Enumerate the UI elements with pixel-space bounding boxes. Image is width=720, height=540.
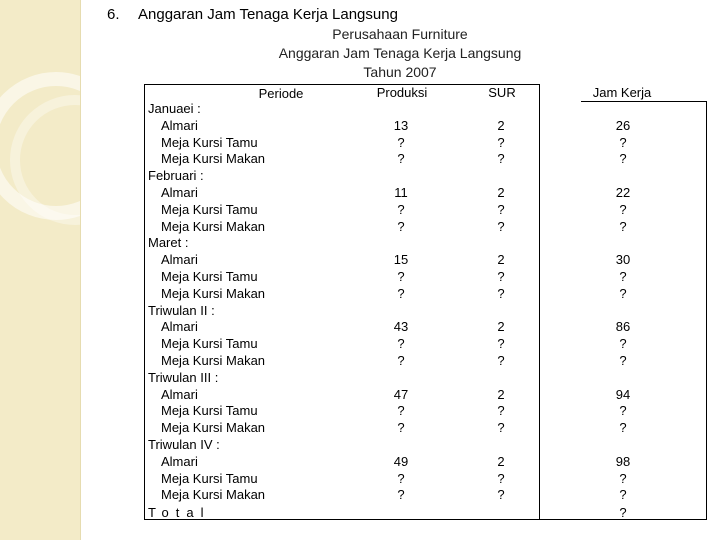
production-value: ? [397,151,405,167]
item-label: Meja Kursi Makan [161,487,266,503]
sur-value: ? [497,269,505,284]
production-value: ? [397,218,405,234]
hours-value: ? [619,134,627,150]
item-label: Meja Kursi Makan [161,218,266,234]
period-group-label: Triwulan III : [148,369,219,385]
production-value: ? [397,336,405,352]
production-value: 11 [394,185,408,200]
hours-value: ? [619,487,627,503]
sur-value: 2 [497,117,505,133]
production-value: 49 [393,453,409,469]
decorative-side-strip [0,0,81,540]
item-label: Almari [161,319,198,335]
hours-column-header: Jam Kerja [592,85,652,100]
period-group-label: Triwulan II : [148,302,215,318]
production-value: ? [397,269,405,284]
sur-value: ? [497,218,505,234]
hours-value: ? [619,470,627,486]
period-group-label: Januaei : [148,101,201,116]
question-title: Anggaran Jam Tenaga Kerja Langsung [138,6,398,23]
hours-value: 94 [615,386,631,402]
hours-value: ? [619,336,627,352]
item-label: Meja Kursi Tamu [161,201,258,217]
production-value: ? [397,201,405,217]
production-value: 43 [393,319,409,335]
hours-value: 30 [615,252,631,268]
production-value: ? [397,470,405,486]
item-label: Almari [161,386,198,402]
question-number: 6. [107,6,120,23]
hours-value: ? [619,201,627,217]
sur-value: ? [497,285,505,301]
hours-value: ? [619,269,627,284]
item-label: Meja Kursi Tamu [161,269,258,284]
hours-value: 98 [615,453,631,469]
sur-value: ? [497,336,505,352]
sur-column-header: SUR [488,85,516,100]
sur-value: 2 [497,453,505,469]
item-label: Almari [161,185,198,200]
item-label: Almari [161,453,198,469]
sur-value: 2 [497,386,505,402]
hours-value: ? [619,218,627,234]
item-label: Meja Kursi Makan [161,420,266,436]
sur-value: ? [497,470,505,486]
sur-value: ? [497,403,505,419]
sur-value: ? [497,487,505,503]
production-column-header: Produksi [376,85,428,100]
sur-value: ? [497,134,505,150]
hours-value: 22 [615,185,631,200]
company-name: Perusahaan Furniture [332,26,468,42]
item-label: Meja Kursi Tamu [161,134,258,150]
item-label: Meja Kursi Tamu [161,336,258,352]
production-value: ? [397,134,405,150]
sur-value: 2 [497,185,505,200]
item-label: Meja Kursi Tamu [161,470,258,486]
total-label: Total [148,505,211,520]
sur-value: ? [497,420,505,436]
item-label: Almari [161,252,198,268]
production-value: ? [397,403,405,419]
table-year: Tahun 2007 [363,64,437,80]
table-title: Anggaran Jam Tenaga Kerja Langsung [278,45,522,61]
item-label: Meja Kursi Makan [161,151,266,167]
item-label: Meja Kursi Tamu [161,403,258,419]
production-value: 13 [393,117,409,133]
item-label: Almari [161,117,198,133]
period-column-header: Periode [258,86,304,101]
production-value: ? [397,420,405,436]
production-value: ? [397,353,405,368]
hours-value: ? [619,353,627,368]
hours-value: ? [619,420,627,436]
sur-value: ? [497,151,505,167]
hours-value: ? [619,285,627,301]
hours-column-rule [581,101,707,102]
hours-value: 26 [615,117,631,133]
total-hours-value: ? [619,505,627,520]
period-group-label: Triwulan IV : [148,437,220,452]
hours-value: 86 [615,319,631,335]
production-value: ? [397,487,405,503]
sur-value: 2 [497,319,505,335]
sur-value: ? [497,353,505,368]
hours-value: ? [619,403,627,419]
item-label: Meja Kursi Makan [161,353,266,368]
period-group-label: Maret : [148,235,189,251]
period-group-label: Februari : [148,168,204,184]
item-label: Meja Kursi Makan [161,285,266,301]
sur-value: ? [497,201,505,217]
production-value: ? [397,285,405,301]
sur-value: 2 [497,252,505,268]
production-value: 47 [393,386,409,402]
hours-value: ? [619,151,627,167]
production-value: 15 [393,252,409,268]
